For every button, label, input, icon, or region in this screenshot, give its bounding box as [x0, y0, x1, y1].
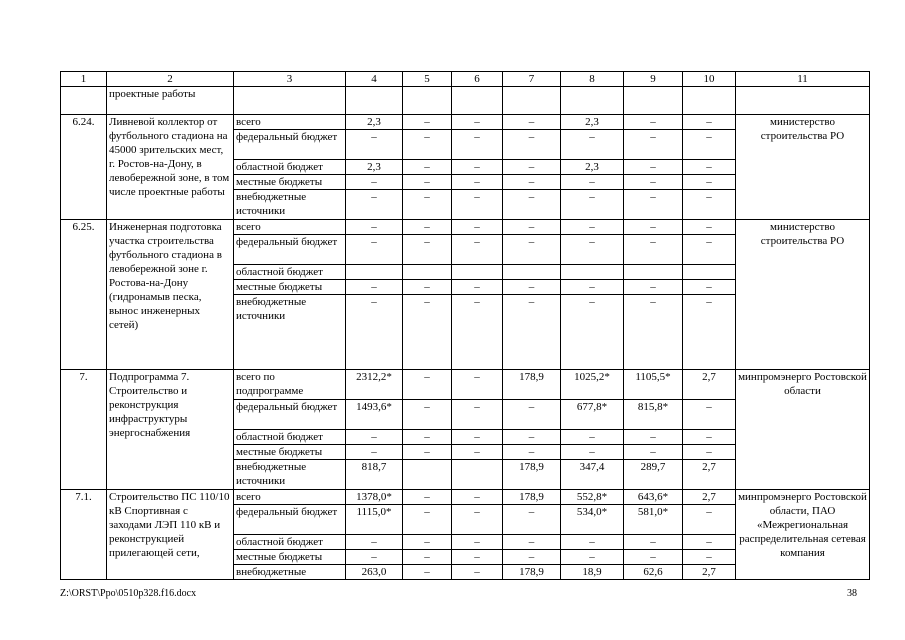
- amount-cell: –: [624, 445, 683, 460]
- amount-cell: –: [683, 280, 736, 295]
- funding-source: внебюджетные источники: [234, 190, 346, 220]
- amount-cell: 2,7: [683, 490, 736, 505]
- amount-cell: –: [452, 175, 503, 190]
- funding-source: внебюджетные источники: [234, 460, 346, 490]
- amount-cell: –: [452, 220, 503, 235]
- column-number: 7: [503, 72, 561, 87]
- amount-cell: –: [683, 445, 736, 460]
- amount-cell: [503, 87, 561, 115]
- amount-cell: –: [683, 160, 736, 175]
- amount-cell: –: [683, 130, 736, 160]
- item-title: Ливневой коллектор от футбольного стадиона на 45000 зрительских мест, г. Ростов-на-Дону, в левобережной зоне, в том числе проектные работы: [107, 115, 234, 220]
- amount-cell: –: [452, 400, 503, 430]
- amount-cell: –: [346, 175, 403, 190]
- amount-cell: –: [452, 160, 503, 175]
- page-number: 38: [847, 588, 857, 599]
- amount-cell: [561, 87, 624, 115]
- amount-cell: 818,7: [346, 460, 403, 490]
- amount-cell: 677,8*: [561, 400, 624, 430]
- executor: [736, 87, 870, 115]
- funding-source: федеральный бюджет: [234, 400, 346, 430]
- amount-cell: [452, 460, 503, 490]
- executor: министерство строительства РО: [736, 115, 870, 220]
- amount-cell: –: [503, 220, 561, 235]
- amount-cell: –: [346, 430, 403, 445]
- amount-cell: 263,0: [346, 565, 403, 580]
- amount-cell: 2312,2*: [346, 370, 403, 400]
- amount-cell: –: [403, 160, 452, 175]
- amount-cell: –: [624, 190, 683, 220]
- amount-cell: –: [683, 535, 736, 550]
- column-number: 2: [107, 72, 234, 87]
- amount-cell: –: [403, 400, 452, 430]
- amount-cell: –: [452, 430, 503, 445]
- amount-cell: 1105,5*: [624, 370, 683, 400]
- amount-cell: [346, 87, 403, 115]
- amount-cell: –: [624, 280, 683, 295]
- column-number: 3: [234, 72, 346, 87]
- executor: минпромэнерго Ростовской области: [736, 370, 870, 490]
- amount-cell: –: [624, 160, 683, 175]
- item-number: 7.: [61, 370, 107, 490]
- amount-cell: –: [561, 130, 624, 160]
- amount-cell: –: [452, 550, 503, 565]
- executor: минпромэнерго Ростовской области, ПАО «Межрегиональная распределительная сетевая компания: [736, 490, 870, 580]
- amount-cell: [403, 460, 452, 490]
- amount-cell: –: [683, 235, 736, 265]
- amount-cell: –: [403, 370, 452, 400]
- amount-cell: –: [503, 235, 561, 265]
- table-row: [61, 87, 870, 115]
- table-row: [61, 370, 870, 400]
- column-number-row: [61, 72, 870, 87]
- amount-cell: –: [452, 190, 503, 220]
- funding-source: областной бюджет: [234, 430, 346, 445]
- amount-cell: –: [683, 220, 736, 235]
- amount-cell: –: [561, 280, 624, 295]
- amount-cell: 178,9: [503, 490, 561, 505]
- amount-cell: –: [624, 115, 683, 130]
- amount-cell: 62,6: [624, 565, 683, 580]
- item-title: Инженерная подготовка участка строительства футбольного стадиона в левобережной зоне г. Ростова-на-Дону (гидронамыв песка, вынос инженерных сетей): [107, 220, 234, 370]
- amount-cell: –: [346, 235, 403, 265]
- amount-cell: –: [403, 295, 452, 370]
- amount-cell: –: [683, 115, 736, 130]
- amount-cell: –: [403, 445, 452, 460]
- amount-cell: –: [346, 445, 403, 460]
- amount-cell: –: [561, 535, 624, 550]
- budget-table: [60, 71, 870, 580]
- amount-cell: 289,7: [624, 460, 683, 490]
- amount-cell: –: [503, 175, 561, 190]
- amount-cell: –: [403, 490, 452, 505]
- amount-cell: –: [624, 550, 683, 565]
- funding-source: федеральный бюджет: [234, 505, 346, 535]
- item-title: Подпрограмма 7. Строительство и реконструкция инфраструктуры энергоснабжения: [107, 370, 234, 490]
- amount-cell: 2,7: [683, 370, 736, 400]
- item-number: 6.24.: [61, 115, 107, 220]
- amount-cell: –: [561, 430, 624, 445]
- amount-cell: [403, 87, 452, 115]
- column-number: 8: [561, 72, 624, 87]
- amount-cell: –: [403, 235, 452, 265]
- amount-cell: –: [452, 130, 503, 160]
- amount-cell: 2,3: [346, 115, 403, 130]
- amount-cell: 1493,6*: [346, 400, 403, 430]
- amount-cell: –: [561, 190, 624, 220]
- amount-cell: –: [561, 550, 624, 565]
- amount-cell: 347,4: [561, 460, 624, 490]
- funding-source: всего по подпрограмме: [234, 370, 346, 400]
- amount-cell: –: [503, 445, 561, 460]
- amount-cell: –: [346, 190, 403, 220]
- amount-cell: –: [346, 550, 403, 565]
- amount-cell: –: [624, 295, 683, 370]
- funding-source: всего: [234, 220, 346, 235]
- amount-cell: –: [452, 505, 503, 535]
- amount-cell: –: [346, 130, 403, 160]
- amount-cell: 1115,0*: [346, 505, 403, 535]
- amount-cell: [683, 265, 736, 280]
- amount-cell: 2,3: [561, 160, 624, 175]
- amount-cell: –: [683, 400, 736, 430]
- funding-source: федеральный бюджет: [234, 235, 346, 265]
- column-number: 10: [683, 72, 736, 87]
- amount-cell: –: [624, 130, 683, 160]
- item-number: [61, 87, 107, 115]
- amount-cell: –: [503, 535, 561, 550]
- amount-cell: 18,9: [561, 565, 624, 580]
- amount-cell: –: [561, 235, 624, 265]
- amount-cell: –: [403, 535, 452, 550]
- funding-source: областной бюджет: [234, 160, 346, 175]
- amount-cell: –: [403, 130, 452, 160]
- amount-cell: [452, 87, 503, 115]
- funding-source: [234, 87, 346, 115]
- amount-cell: [624, 87, 683, 115]
- amount-cell: –: [452, 445, 503, 460]
- amount-cell: –: [624, 430, 683, 445]
- amount-cell: –: [683, 550, 736, 565]
- amount-cell: [403, 265, 452, 280]
- column-number: 1: [61, 72, 107, 87]
- amount-cell: 815,8*: [624, 400, 683, 430]
- amount-cell: 1025,2*: [561, 370, 624, 400]
- table-row: [61, 490, 870, 505]
- amount-cell: 581,0*: [624, 505, 683, 535]
- amount-cell: –: [683, 295, 736, 370]
- amount-cell: –: [503, 550, 561, 565]
- amount-cell: –: [503, 115, 561, 130]
- amount-cell: 2,3: [561, 115, 624, 130]
- amount-cell: –: [503, 430, 561, 445]
- funding-source: местные бюджеты: [234, 445, 346, 460]
- amount-cell: –: [452, 235, 503, 265]
- amount-cell: –: [452, 295, 503, 370]
- item-title: Строительство ПС 110/10 кВ Спортивная с заходами ЛЭП 110 кВ и реконструкцией прилегающей сети,: [107, 490, 234, 580]
- funding-source: внебюджетные: [234, 565, 346, 580]
- item-title: проектные работы: [107, 87, 234, 115]
- amount-cell: –: [403, 505, 452, 535]
- amount-cell: –: [403, 565, 452, 580]
- funding-source: внебюджетные источники: [234, 295, 346, 370]
- item-number: 6.25.: [61, 220, 107, 370]
- amount-cell: [346, 265, 403, 280]
- amount-cell: –: [683, 190, 736, 220]
- amount-cell: –: [452, 535, 503, 550]
- amount-cell: –: [403, 550, 452, 565]
- amount-cell: –: [503, 295, 561, 370]
- amount-cell: –: [624, 235, 683, 265]
- amount-cell: –: [452, 370, 503, 400]
- amount-cell: –: [346, 220, 403, 235]
- amount-cell: –: [403, 175, 452, 190]
- amount-cell: 534,0*: [561, 505, 624, 535]
- amount-cell: –: [683, 430, 736, 445]
- amount-cell: 2,7: [683, 460, 736, 490]
- funding-source: всего: [234, 115, 346, 130]
- amount-cell: 178,9: [503, 460, 561, 490]
- item-number: 7.1.: [61, 490, 107, 580]
- column-number: 6: [452, 72, 503, 87]
- amount-cell: –: [561, 175, 624, 190]
- amount-cell: –: [624, 175, 683, 190]
- funding-source: местные бюджеты: [234, 550, 346, 565]
- amount-cell: –: [452, 490, 503, 505]
- amount-cell: –: [452, 280, 503, 295]
- amount-cell: –: [346, 535, 403, 550]
- amount-cell: 178,9: [503, 565, 561, 580]
- table-row: [61, 115, 870, 130]
- amount-cell: [624, 265, 683, 280]
- table-row: [61, 220, 870, 235]
- amount-cell: –: [452, 565, 503, 580]
- amount-cell: –: [503, 160, 561, 175]
- amount-cell: [561, 265, 624, 280]
- amount-cell: –: [452, 115, 503, 130]
- amount-cell: –: [683, 175, 736, 190]
- file-path: Z:\ORST\Ppo\0510p328.f16.docx: [60, 588, 197, 599]
- funding-source: областной бюджет: [234, 535, 346, 550]
- amount-cell: –: [503, 190, 561, 220]
- amount-cell: 2,7: [683, 565, 736, 580]
- funding-source: местные бюджеты: [234, 280, 346, 295]
- amount-cell: [452, 265, 503, 280]
- amount-cell: –: [346, 280, 403, 295]
- amount-cell: [503, 265, 561, 280]
- amount-cell: –: [403, 190, 452, 220]
- funding-source: федеральный бюджет: [234, 130, 346, 160]
- amount-cell: 2,3: [346, 160, 403, 175]
- amount-cell: –: [503, 280, 561, 295]
- amount-cell: –: [403, 220, 452, 235]
- amount-cell: –: [624, 535, 683, 550]
- amount-cell: 643,6*: [624, 490, 683, 505]
- executor: министерство строительства РО: [736, 220, 870, 370]
- column-number: 9: [624, 72, 683, 87]
- amount-cell: 178,9: [503, 370, 561, 400]
- amount-cell: –: [346, 295, 403, 370]
- amount-cell: –: [561, 445, 624, 460]
- amount-cell: –: [561, 220, 624, 235]
- column-number: 4: [346, 72, 403, 87]
- amount-cell: –: [503, 130, 561, 160]
- amount-cell: [683, 87, 736, 115]
- amount-cell: 1378,0*: [346, 490, 403, 505]
- amount-cell: –: [403, 430, 452, 445]
- amount-cell: –: [403, 280, 452, 295]
- amount-cell: –: [624, 220, 683, 235]
- amount-cell: –: [403, 115, 452, 130]
- funding-source: областной бюджет: [234, 265, 346, 280]
- funding-source: всего: [234, 490, 346, 505]
- amount-cell: –: [503, 505, 561, 535]
- amount-cell: –: [683, 505, 736, 535]
- amount-cell: 552,8*: [561, 490, 624, 505]
- column-number: 5: [403, 72, 452, 87]
- column-number: 11: [736, 72, 870, 87]
- amount-cell: –: [561, 295, 624, 370]
- amount-cell: –: [503, 400, 561, 430]
- funding-source: местные бюджеты: [234, 175, 346, 190]
